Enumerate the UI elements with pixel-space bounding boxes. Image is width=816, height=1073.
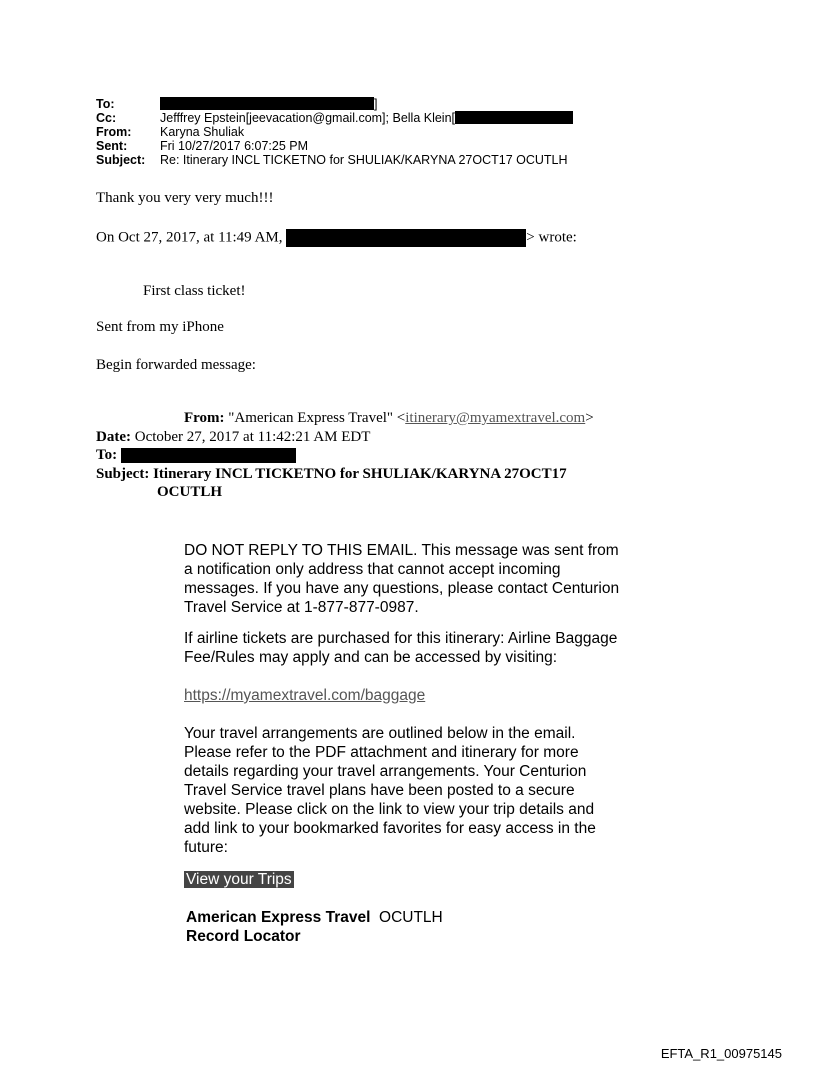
record-locator-value: OCUTLH: [379, 909, 443, 926]
view-trips-button[interactable]: View your Trips: [186, 871, 292, 888]
begin-forwarded-text: Begin forwarded message:: [96, 357, 256, 373]
fwd-date-label: Date:: [96, 429, 131, 445]
email-header: To: ] Cc: Jefffrey Epstein[jeevacation@gmail.com]; Bella Klein[ From: Karyna Shuliak Sent: Fri 10/27/2017 6:07:25 PM Subject: Re: Itinerary INCL TICKETNO for SHULIAK/KARYNA 27OCT17 OCUTLH: [96, 97, 573, 167]
record-locator-label: Record Locator: [186, 928, 301, 945]
fwd-subject-label: Subject:: [96, 466, 150, 482]
wrote-text: > wrote:: [526, 229, 577, 246]
redaction: [286, 229, 526, 247]
subject-label: Subject:: [96, 153, 146, 167]
fwd-from-close: >: [585, 410, 594, 426]
sent-value: Fri 10/27/2017 6:07:25 PM: [160, 139, 309, 153]
travel-arrangements-paragraph: Your travel arrangements are outlined below in the email. Please refer to the PDF attachment and itinerary for more details regarding your travel arrangements. Your Centurion Travel Service travel plans have been posted to a secure website. Please click on the link to view your trip details and add link to your bookmarked favorites for easy access in the future:: [184, 725, 596, 856]
redaction: [121, 448, 296, 463]
fwd-from-label: From:: [184, 410, 225, 426]
redaction: [455, 111, 573, 124]
to-label: To:: [96, 97, 115, 111]
first-class-text: First class ticket!: [143, 283, 246, 299]
record-label: American Express Travel: [186, 909, 371, 926]
sent-from-text: Sent from my iPhone: [96, 319, 224, 335]
no-reply-paragraph: DO NOT REPLY TO THIS EMAIL. This message was sent from a notification only address that cannot accept incoming messages. If you have any questions, please contact Centurion Travel Service at 1-877-877-0987.: [184, 542, 620, 616]
fwd-from-email-link[interactable]: itinerary@myamextravel.com: [405, 410, 586, 426]
redaction: [160, 97, 374, 110]
fwd-to-label: To:: [96, 447, 118, 463]
from-value: Karyna Shuliak: [160, 125, 245, 139]
fwd-subject-line1: Itinerary INCL TICKETNO for SHULIAK/KARYNA 27OCT17: [153, 466, 567, 482]
fwd-date-value: October 27, 2017 at 11:42:21 AM EDT: [134, 429, 371, 445]
subject-value: Re: Itinerary INCL TICKETNO for SHULIAK/KARYNA 27OCT17 OCUTLH: [160, 153, 568, 167]
cc-value: Jefffrey Epstein[jeevacation@gmail.com]; Bella Klein[: [160, 111, 456, 125]
from-label: From:: [96, 125, 132, 139]
document-id: EFTA_R1_00975145: [660, 1046, 782, 1061]
fwd-subject-line2: OCUTLH: [157, 484, 223, 500]
fwd-from-name: "American Express Travel" <: [228, 410, 406, 426]
thanks-text: Thank you very very much!!!: [96, 190, 274, 206]
baggage-paragraph: If airline tickets are purchased for this itinerary: Airline Baggage Fee/Rules may apply and can be accessed by visiting:: [184, 630, 618, 666]
baggage-link[interactable]: https://myamextravel.com/baggage: [184, 687, 426, 704]
cc-label: Cc:: [96, 111, 117, 125]
sent-label: Sent:: [96, 139, 128, 153]
on-date-text: On Oct 27, 2017, at 11:49 AM,: [96, 229, 283, 246]
